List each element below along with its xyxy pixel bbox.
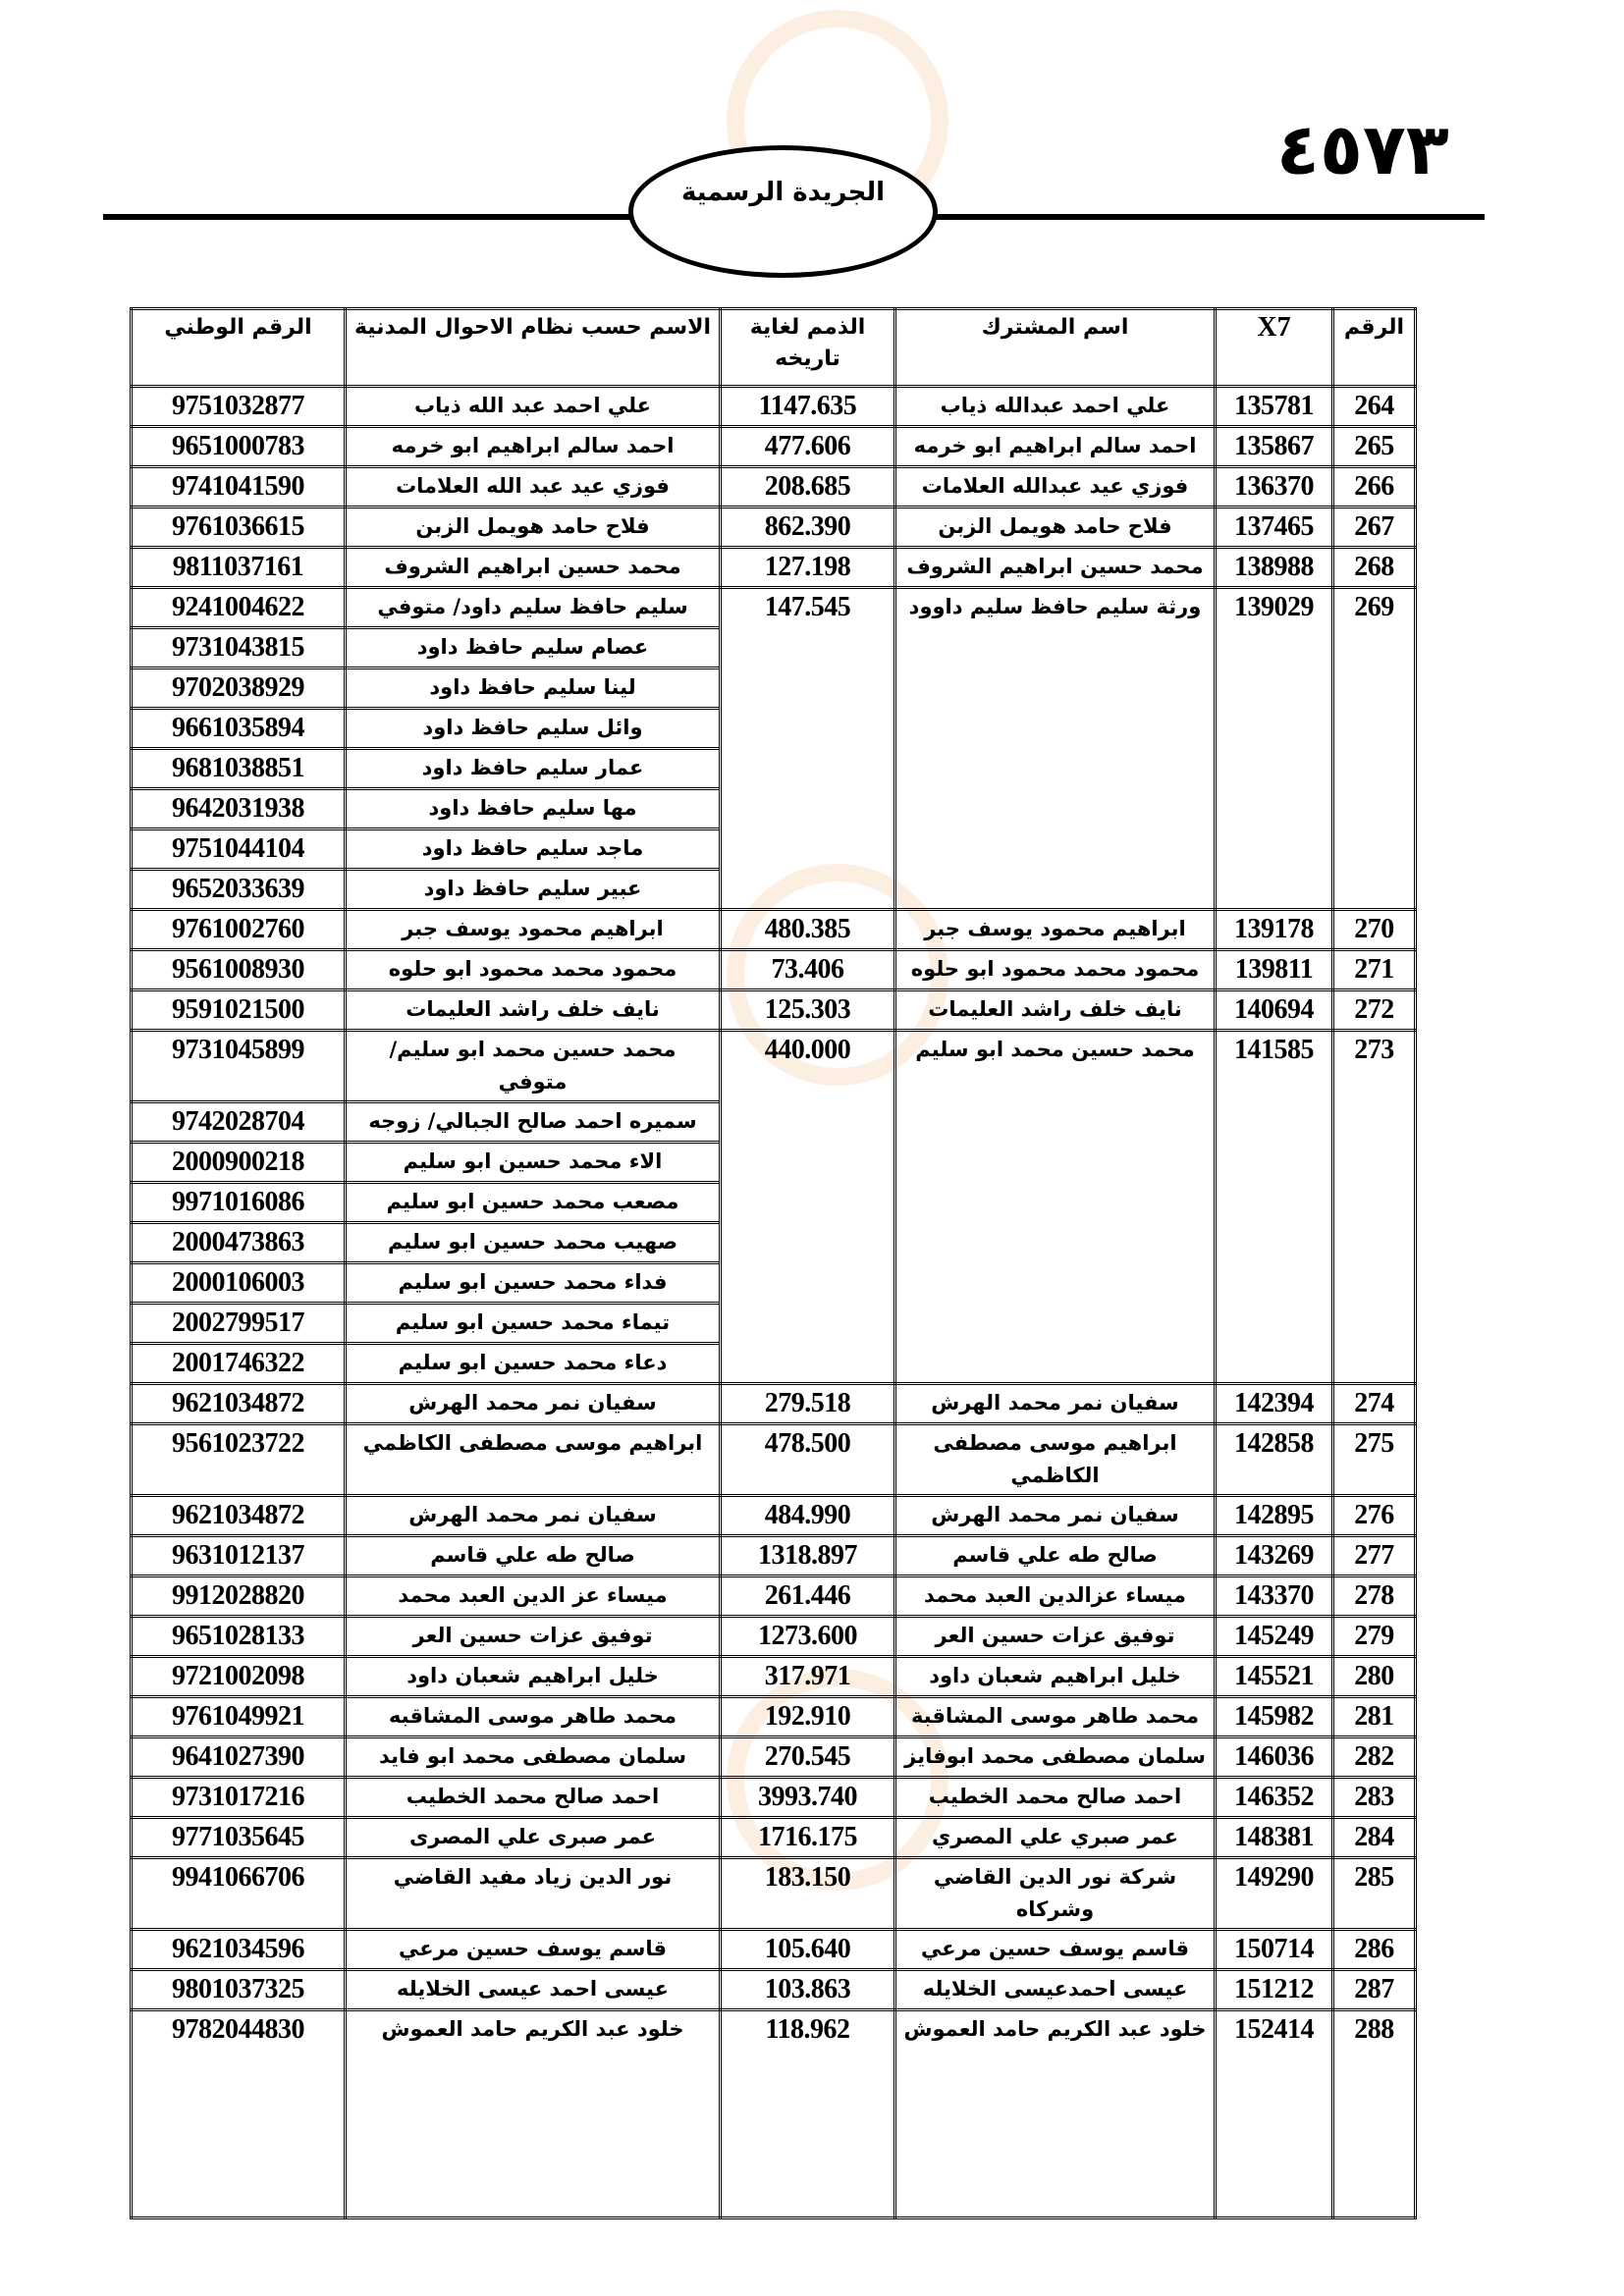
civil-name: مها سليم حافظ داود [346,789,721,829]
dues-amount: 73.406 [721,950,895,990]
national-id: 9652033639 [132,870,346,910]
table-row [132,1737,1416,1778]
row-number: 285 [1333,1858,1416,1930]
civil-name: احمد صالح محمد الخطيب [346,1778,721,1818]
national-id: 9621034872 [132,1496,346,1536]
table-row [132,1778,1416,1818]
col-number: الرقم [1333,309,1416,387]
table-row [132,588,1416,628]
civil-name: محمد حسين ابراهيم الشروف [346,548,721,588]
national-id: 9591021500 [132,990,346,1031]
civil-name: سليم حافظ سليم داود/ متوفي [346,588,721,628]
row-number: 283 [1333,1778,1416,1818]
subscriber-name: احمد صالح محمد الخطيب [895,1778,1216,1818]
dues-amount: 279.518 [721,1384,895,1424]
subscriber-name: عيسى احمدعيسى الخلايله [895,1970,1216,2010]
civil-name: سلمان مصطفى محمد ابو فايد [346,1737,721,1778]
x7-code: 142394 [1216,1384,1333,1424]
civil-name: محمد طاهر موسى المشاقبه [346,1697,721,1737]
x7-code: 142895 [1216,1496,1333,1536]
civil-name: محمود محمد محمود ابو حلوه [346,950,721,990]
x7-code: 138988 [1216,548,1333,588]
civil-name: مصعب محمد حسين ابو سليم [346,1183,721,1223]
x7-code: 152414 [1216,2010,1333,2218]
dues-amount: 317.971 [721,1657,895,1697]
civil-name: فداء محمد حسين ابو سليم [346,1263,721,1304]
col-x7: X7 [1216,309,1333,387]
civil-name: عبير سليم حافظ داود [346,870,721,910]
national-id: 9941066706 [132,1858,346,1930]
civil-name: احمد سالم ابراهيم ابو خرمه [346,427,721,467]
dues-amount: 1318.897 [721,1536,895,1576]
dues-amount: 261.446 [721,1576,895,1617]
dues-amount: 1716.175 [721,1818,895,1858]
subscriber-name: ابراهيم موسى مصطفى الكاظمي [895,1424,1216,1496]
national-id: 9721002098 [132,1657,346,1697]
table-row [132,1697,1416,1737]
table-row [132,1536,1416,1576]
dues-amount: 147.545 [721,588,895,910]
subscriber-name: عمر صبري علي المصري [895,1818,1216,1858]
dues-amount: 118.962 [721,2010,895,2218]
dues-amount: 1147.635 [721,387,895,427]
national-id: 2002799517 [132,1304,346,1344]
civil-name: فلاح حامد هويمل الزبن [346,507,721,548]
x7-code: 143370 [1216,1576,1333,1617]
subscriber-name: فلاح حامد هويمل الزبن [895,507,1216,548]
x7-code: 137465 [1216,507,1333,548]
col-civil-name: الاسم حسب نظام الاحوال المدنية [346,309,721,387]
national-id: 9631012137 [132,1536,346,1576]
subscriber-name: محمود محمد محمود ابو حلوه [895,950,1216,990]
x7-code: 148381 [1216,1818,1333,1858]
civil-name: عيسى احمد عيسى الخلايله [346,1970,721,2010]
national-id: 9621034596 [132,1930,346,1970]
table-body [132,387,1416,2218]
table-header-row [132,309,1416,387]
row-number: 265 [1333,427,1416,467]
x7-code: 141585 [1216,1031,1333,1384]
subscriber-name: ميساء عزالدين العبد محمد [895,1576,1216,1617]
national-id: 9651028133 [132,1617,346,1657]
x7-code: 145982 [1216,1697,1333,1737]
national-id: 2000473863 [132,1223,346,1263]
civil-name: خلود عبد الكريم حامد العموش [346,2010,721,2218]
civil-name: عمر صبرى علي المصرى [346,1818,721,1858]
subscriber-name: شركة نور الدين القاضي وشركاه [895,1858,1216,1930]
table-row [132,548,1416,588]
national-id: 9751044104 [132,829,346,870]
dues-amount: 127.198 [721,548,895,588]
national-id: 9741041590 [132,467,346,507]
national-id: 9751032877 [132,387,346,427]
national-id: 2001746322 [132,1344,346,1384]
x7-code: 139029 [1216,588,1333,910]
national-id: 9642031938 [132,789,346,829]
national-id: 9561023722 [132,1424,346,1496]
national-id: 9811037161 [132,548,346,588]
civil-name: ابراهيم موسى مصطفى الكاظمي [346,1424,721,1496]
x7-code: 142858 [1216,1424,1333,1496]
dues-amount: 270.545 [721,1737,895,1778]
x7-code: 145521 [1216,1657,1333,1697]
civil-name: نايف خلف راشد العليمات [346,990,721,1031]
dues-amount: 477.606 [721,427,895,467]
table-row [132,1617,1416,1657]
table-row [132,1576,1416,1617]
dues-amount: 478.500 [721,1424,895,1496]
subscriber-name: خلود عبد الكريم حامد العموش [895,2010,1216,2218]
table-row [132,427,1416,467]
subscriber-name: علي احمد عبدالله ذياب [895,387,1216,427]
col-national-id: الرقم الوطني [132,309,346,387]
row-number: 270 [1333,910,1416,950]
national-id: 9731043815 [132,628,346,668]
dues-amount: 1273.600 [721,1617,895,1657]
civil-name: الاء محمد حسين ابو سليم [346,1143,721,1183]
subscriber-name: سفيان نمر محمد الهرش [895,1384,1216,1424]
civil-name: خليل ابراهيم شعبان داود [346,1657,721,1697]
civil-name: فوزي عيد عبد الله العلامات [346,467,721,507]
civil-name: ماجد سليم حافظ داود [346,829,721,870]
row-number: 279 [1333,1617,1416,1657]
row-number: 278 [1333,1576,1416,1617]
table-row [132,1496,1416,1536]
national-id: 9912028820 [132,1576,346,1617]
row-number: 274 [1333,1384,1416,1424]
dues-amount: 208.685 [721,467,895,507]
dues-amount: 480.385 [721,910,895,950]
subscriber-name: نايف خلف راشد العليمات [895,990,1216,1031]
x7-code: 140694 [1216,990,1333,1031]
row-number: 282 [1333,1737,1416,1778]
x7-code: 146036 [1216,1737,1333,1778]
national-id: 9241004622 [132,588,346,628]
row-number: 288 [1333,2010,1416,2218]
civil-name: عمار سليم حافظ داود [346,749,721,789]
subscriber-name: فوزي عيد عبدالله العلامات [895,467,1216,507]
x7-code: 145249 [1216,1617,1333,1657]
row-number: 264 [1333,387,1416,427]
national-id: 9731045899 [132,1031,346,1102]
national-id: 9801037325 [132,1970,346,2010]
row-number: 280 [1333,1657,1416,1697]
dues-amount: 192.910 [721,1697,895,1737]
subscriber-name: خليل ابراهيم شعبان داود [895,1657,1216,1697]
row-number: 267 [1333,507,1416,548]
table-row [132,2010,1416,2218]
subscriber-name: سلمان مصطفى محمد ابوفايز [895,1737,1216,1778]
gazette-title: الجريدة الرسمية [681,177,885,207]
national-id: 9702038929 [132,668,346,709]
subscriber-name: سفيان نمر محمد الهرش [895,1496,1216,1536]
civil-name: قاسم يوسف حسين مرعي [346,1930,721,1970]
row-number: 271 [1333,950,1416,990]
dues-amount: 862.390 [721,507,895,548]
dues-amount: 105.640 [721,1930,895,1970]
x7-code: 139178 [1216,910,1333,950]
row-number: 269 [1333,588,1416,910]
subscriber-name: محمد حسين ابراهيم الشروف [895,548,1216,588]
dues-amount: 3993.740 [721,1778,895,1818]
civil-name: صالح طه علي قاسم [346,1536,721,1576]
civil-name: سفيان نمر محمد الهرش [346,1384,721,1424]
table-row [132,507,1416,548]
civil-name: عصام سليم حافظ داود [346,628,721,668]
national-id: 9641027390 [132,1737,346,1778]
dues-amount: 484.990 [721,1496,895,1536]
civil-name: تيماء محمد حسين ابو سليم [346,1304,721,1344]
table-row [132,1930,1416,1970]
table-row [132,1970,1416,2010]
x7-code: 150714 [1216,1930,1333,1970]
national-id: 9731017216 [132,1778,346,1818]
row-number: 276 [1333,1496,1416,1536]
x7-code: 143269 [1216,1536,1333,1576]
table-row [132,910,1416,950]
subscriber-name: احمد سالم ابراهيم ابو خرمه [895,427,1216,467]
subscriber-name: قاسم يوسف حسين مرعي [895,1930,1216,1970]
table-row [132,1424,1416,1496]
national-id: 9661035894 [132,709,346,749]
page-number: ٤٥٧٣ [1276,108,1449,190]
dues-amount: 125.303 [721,990,895,1031]
national-id: 9971016086 [132,1183,346,1223]
dues-amount: 103.863 [721,1970,895,2010]
x7-code: 135781 [1216,387,1333,427]
subscriber-name: محمد حسين محمد ابو سليم [895,1031,1216,1384]
civil-name: سفيان نمر محمد الهرش [346,1496,721,1536]
table-row [132,387,1416,427]
national-id: 2000900218 [132,1143,346,1183]
x7-code: 151212 [1216,1970,1333,2010]
civil-name: نور الدين زياد مفيد القاضي [346,1858,721,1930]
civil-name: علي احمد عبد الله ذياب [346,387,721,427]
dues-amount: 440.000 [721,1031,895,1384]
x7-code: 136370 [1216,467,1333,507]
national-id: 9681038851 [132,749,346,789]
national-id: 9742028704 [132,1102,346,1143]
table-row [132,1818,1416,1858]
national-id: 9782044830 [132,2010,346,2218]
national-id: 9651000783 [132,427,346,467]
national-id: 9621034872 [132,1384,346,1424]
row-number: 286 [1333,1930,1416,1970]
x7-code: 135867 [1216,427,1333,467]
subscriber-name: محمد طاهر موسى المشاقبة [895,1697,1216,1737]
subscriber-name: ابراهيم محمود يوسف جبر [895,910,1216,950]
civil-name: دعاء محمد حسين ابو سليم [346,1344,721,1384]
x7-code: 149290 [1216,1858,1333,1930]
col-subscriber: اسم المشترك [895,309,1216,387]
civil-name: سميره احمد صالح الجبالي/ زوجه [346,1102,721,1143]
civil-name: ميساء عز الدين العبد محمد [346,1576,721,1617]
civil-name: صهيب محمد حسين ابو سليم [346,1223,721,1263]
civil-name: ابراهيم محمود يوسف جبر [346,910,721,950]
table-row [132,1031,1416,1102]
row-number: 266 [1333,467,1416,507]
row-number: 268 [1333,548,1416,588]
x7-code: 139811 [1216,950,1333,990]
table-row [132,1384,1416,1424]
table-row [132,467,1416,507]
national-id: 9561008930 [132,950,346,990]
civil-name: محمد حسين محمد ابو سليم/ متوفي [346,1031,721,1102]
subscriber-name: ورثة سليم حافظ سليم داوود [895,588,1216,910]
table-row [132,1657,1416,1697]
civil-name: توفيق عزات حسين العر [346,1617,721,1657]
subscriber-name: صالح طه علي قاسم [895,1536,1216,1576]
national-id: 9761036615 [132,507,346,548]
dues-amount: 183.150 [721,1858,895,1930]
row-number: 275 [1333,1424,1416,1496]
national-id: 9761049921 [132,1697,346,1737]
subscribers-table [130,307,1417,2219]
row-number: 287 [1333,1970,1416,2010]
col-dues: الذمم لغاية تاريخه [721,309,895,387]
row-number: 273 [1333,1031,1416,1384]
row-number: 272 [1333,990,1416,1031]
civil-name: لينا سليم حافظ داود [346,668,721,709]
subscriber-name: توفيق عزات حسين العر [895,1617,1216,1657]
national-id: 9761002760 [132,910,346,950]
civil-name: وائل سليم حافظ داود [346,709,721,749]
x7-code: 146352 [1216,1778,1333,1818]
national-id: 2000106003 [132,1263,346,1304]
table-row [132,950,1416,990]
table-row [132,1858,1416,1930]
row-number: 281 [1333,1697,1416,1737]
national-id: 9771035645 [132,1818,346,1858]
table-row [132,990,1416,1031]
row-number: 277 [1333,1536,1416,1576]
gazette-title-oval [628,145,938,278]
row-number: 284 [1333,1818,1416,1858]
